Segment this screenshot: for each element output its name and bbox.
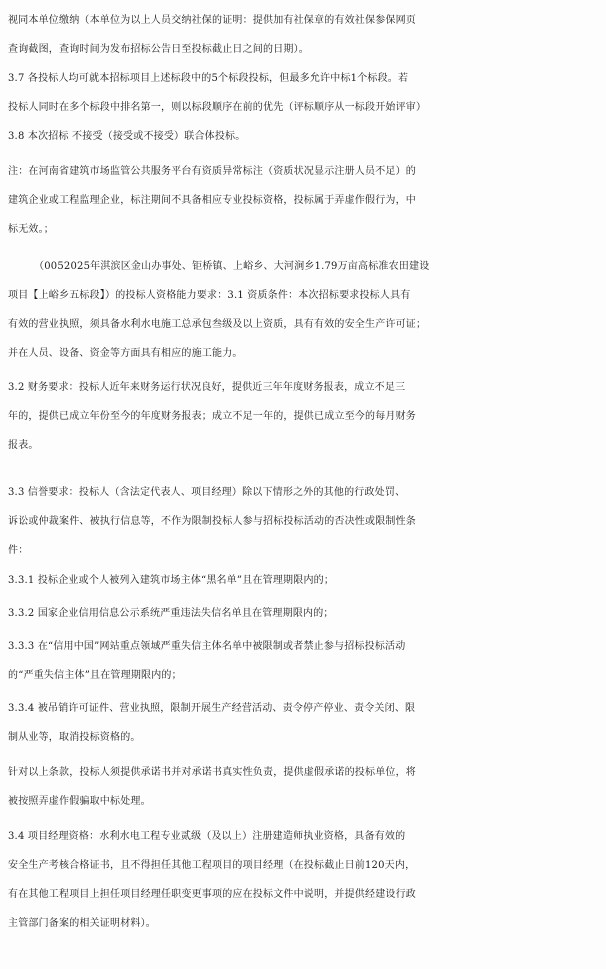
text-line: 制从业等，取消投标资格的。 [8, 732, 141, 743]
paragraph-3-3-3 [0, 632, 606, 690]
paragraph-project-requirements [0, 252, 606, 368]
text-line: 3.3.2 国家企业信用信息公示系统严重违法失信名单且在管理期限内的； [8, 608, 334, 619]
text-line: 3.7 各投标人均可就本招标项目上述标段中的5个标段投标，但最多允许中标1个标段。若 [8, 73, 409, 84]
text-line: 针对以上条款，投标人须提供承诺书并对承诺书真实性负责，提供虚假承诺的投标单位，将 [8, 767, 416, 778]
paragraph-3-4-project-manager [0, 822, 606, 938]
text-line: 视同本单位缴纳（本单位为以上人员交纳社保的证明：提供加有社保章的有效社保参保网页 [8, 15, 416, 26]
text-line: 3.3 信誉要求：投标人（含法定代表人、项目经理）除以下情形之外的其他的行政处罚、 [8, 487, 406, 498]
text-line: 有在其他工程项目上担任项目经理任职变更事项的应在投标文件中说明，并提供经建设行政 [8, 889, 416, 900]
text-line: 注：在河南省建筑市场监管公共服务平台有资质异常标注（资质状况显示注册人员不足）的 [8, 166, 416, 177]
paragraph-3-7 [0, 64, 606, 151]
paragraph-3-3-credit [0, 478, 606, 565]
text-line: 3.2 财务要求：投标人近年来财务运行状况良好，提供近三年年度财务报表，成立不足三 [8, 382, 406, 393]
paragraph-3-3-1 [0, 566, 606, 595]
text-line: 项目【上峪乡五标段】）的投标人资格能力要求：3.1 资质条件：本次招标要求投标人具有 [8, 290, 411, 301]
text-line: 3.8 本次招标 不接受（接受或不接受）联合体投标。 [8, 131, 246, 142]
text-line: 标无效。； [8, 224, 54, 235]
text-line: 投标人同时在多个标段中排名第一，则以标段顺序在前的优先（评标顺序从一标段开始评审） [8, 102, 427, 113]
text-line: （0052025年淇滨区金山办事处、钜桥镇、上峪乡、大河涧乡1.79万亩高标准农田建设 [34, 261, 430, 272]
text-line: 安全生产考核合格证书，且不得担任其他工程项目的项目经理（在投标截止日前120天内， [8, 860, 416, 871]
paragraph-intro-continuation [0, 6, 606, 64]
text-line: 3.3.3 在“信用中国”网站重点领域严重失信主体名单中被限制或者禁止参与招标投标活动 [8, 641, 406, 652]
paragraph-3-2-financial [0, 373, 606, 460]
text-line: 报表。 [8, 440, 39, 451]
text-line: 查询截图，查询时间为发布招标公告日至投标截止日之间的日期）。 [8, 44, 309, 55]
text-line: 3.3.1 投标企业或个人被列入建筑市场主体“黑名单”且在管理期限内的； [8, 575, 335, 586]
text-line: 年的，提供已成立年份至今的年度财务报表；成立不足一年的，提供已成立至今的每月财务 [8, 411, 416, 422]
text-line: 有效的营业执照，须具备水利水电施工总承包叁级及以上资质，具有有效的安全生产许可证； [8, 319, 427, 330]
paragraph-3-3-2 [0, 599, 606, 628]
paragraph-commitment [0, 758, 606, 816]
text-line: 并在人员、设备、资金等方面具有相应的施工能力。 [8, 348, 243, 359]
text-line: 件： [8, 545, 29, 556]
text-line: 3.4 项目经理资格：水利水电工程专业贰级（及以上）注册建造师执业资格，具备有效的 [8, 831, 406, 842]
text-line: 的“严重失信主体”且在管理期限内的； [8, 670, 182, 681]
paragraph-note [0, 157, 606, 244]
text-line: 主管部门备案的相关证明材料）。 [8, 918, 156, 929]
text-line: 建筑企业或工程监理企业，标注期间不具备相应专业投标资格，投标属于弄虚作假行为，中 [8, 195, 416, 206]
text-line: 被按照弄虚作假骗取中标处理。 [8, 796, 151, 807]
text-line: 3.3.4 被吊销许可证件、营业执照，限制开展生产经营活动、责令停产停业、责令关闭、限 [8, 703, 416, 714]
text-line: 诉讼或仲裁案件、被执行信息等，不作为限制投标人参与招标投标活动的否决性或限制性条 [8, 516, 416, 527]
paragraph-3-3-4 [0, 694, 606, 752]
